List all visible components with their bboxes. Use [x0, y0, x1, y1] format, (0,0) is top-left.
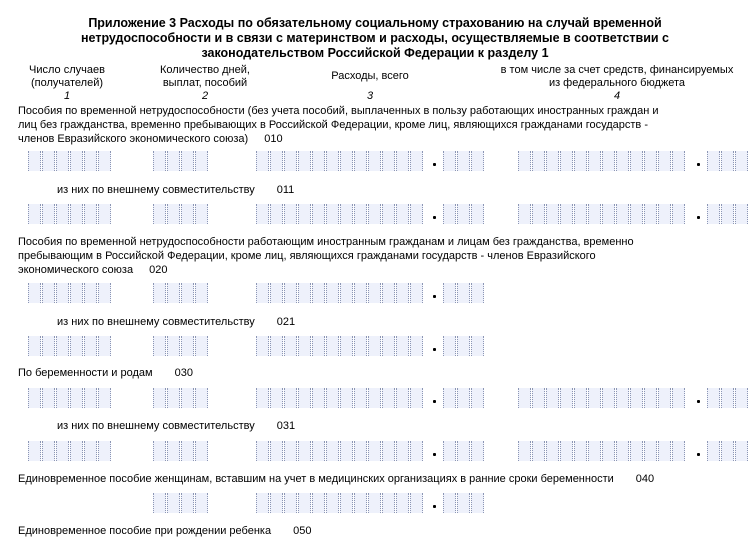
- digit-cell[interactable]: [735, 441, 748, 461]
- digit-cell[interactable]: [518, 204, 531, 224]
- digit-cell[interactable]: [588, 151, 601, 171]
- digit-cell[interactable]: [368, 441, 381, 461]
- digit-cell[interactable]: [396, 204, 409, 224]
- digit-cell[interactable]: [471, 204, 484, 224]
- digit-cell[interactable]: [471, 493, 484, 513]
- digit-cell[interactable]: [256, 388, 269, 408]
- digit-cell[interactable]: [28, 388, 41, 408]
- digit-cell[interactable]: [326, 441, 339, 461]
- digit-cell[interactable]: [284, 204, 297, 224]
- row-030-cases-field[interactable]: [28, 388, 112, 408]
- digit-cell[interactable]: [256, 441, 269, 461]
- decimal-point: [697, 453, 700, 456]
- digit-cell[interactable]: [98, 283, 111, 303]
- digit-cell[interactable]: [298, 441, 311, 461]
- row-011-federal-kopecks-field[interactable]: [707, 204, 749, 224]
- column-header-2: Количество дней, выплат, пособий 2: [160, 64, 250, 102]
- row-020-expenses-kopecks-field[interactable]: [443, 283, 485, 303]
- digit-cell[interactable]: [84, 204, 97, 224]
- digit-cell[interactable]: [298, 336, 311, 356]
- digit-cell[interactable]: [457, 441, 470, 461]
- digit-cell[interactable]: [340, 336, 353, 356]
- digit-cell[interactable]: [354, 283, 367, 303]
- digit-cell[interactable]: [644, 441, 657, 461]
- form-title: [0, 16, 750, 61]
- digit-cell[interactable]: [98, 151, 111, 171]
- digit-cell[interactable]: [84, 283, 97, 303]
- row-020-days-field[interactable]: [153, 283, 209, 303]
- row-code: 010: [264, 133, 283, 145]
- digit-cell[interactable]: [410, 441, 423, 461]
- digit-cell[interactable]: [167, 336, 180, 356]
- digit-cell[interactable]: [658, 151, 671, 171]
- digit-cell[interactable]: [70, 441, 83, 461]
- row-021-days-field[interactable]: [153, 336, 209, 356]
- digit-cell[interactable]: [84, 441, 97, 461]
- digit-cell[interactable]: [382, 151, 395, 171]
- digit-cell[interactable]: [98, 204, 111, 224]
- digit-cell[interactable]: [56, 204, 69, 224]
- row-011-days-field[interactable]: [153, 204, 209, 224]
- digit-cell[interactable]: [270, 283, 283, 303]
- row-030-label: По беременности и родам 030: [18, 367, 193, 379]
- digit-cell[interactable]: [195, 151, 208, 171]
- digit-cell[interactable]: [340, 441, 353, 461]
- digit-cell[interactable]: [181, 204, 194, 224]
- row-010-federal-kopecks-field[interactable]: [707, 151, 749, 171]
- digit-cell[interactable]: [560, 151, 573, 171]
- row-050-label: Единовременное пособие при рождении ребенка 050: [18, 525, 312, 537]
- digit-cell[interactable]: [284, 388, 297, 408]
- row-020-expenses-field[interactable]: [256, 283, 424, 303]
- digit-cell[interactable]: [443, 388, 456, 408]
- digit-cell[interactable]: [167, 283, 180, 303]
- digit-cell[interactable]: [560, 388, 573, 408]
- digit-cell[interactable]: [532, 151, 545, 171]
- digit-cell[interactable]: [153, 441, 166, 461]
- digit-cell[interactable]: [382, 493, 395, 513]
- digit-cell[interactable]: [644, 151, 657, 171]
- digit-cell[interactable]: [167, 151, 180, 171]
- digit-cell[interactable]: [396, 336, 409, 356]
- digit-cell[interactable]: [382, 336, 395, 356]
- digit-cell[interactable]: [518, 151, 531, 171]
- row-021-cases-field[interactable]: [28, 336, 112, 356]
- digit-cell[interactable]: [181, 441, 194, 461]
- digit-cell[interactable]: [574, 151, 587, 171]
- digit-cell[interactable]: [457, 283, 470, 303]
- digit-cell[interactable]: [181, 493, 194, 513]
- row-040-label: Единовременное пособие женщинам, вставшим на учет в медицинских организациях в ранние сроки беременности 040: [18, 473, 655, 485]
- row-011-expenses-field[interactable]: [256, 204, 424, 224]
- row-code: 021: [276, 316, 296, 328]
- digit-cell[interactable]: [70, 204, 83, 224]
- digit-cell[interactable]: [574, 204, 587, 224]
- digit-cell[interactable]: [707, 151, 720, 171]
- row-020-label: Пособия по временной нетрудоспособности работающим иностранным гражданам и лицам без гражданства, временно пребывающим в Российской Федерации, кроме лиц, являющихся гражданами государств - членов Евразийского экономического союза 020: [18, 236, 634, 276]
- row-011-cases-field[interactable]: [28, 204, 112, 224]
- digit-cell[interactable]: [368, 493, 381, 513]
- digit-cell[interactable]: [354, 151, 367, 171]
- digit-cell[interactable]: [195, 493, 208, 513]
- digit-cell[interactable]: [195, 204, 208, 224]
- row-031-expenses-kopecks-field[interactable]: [443, 441, 485, 461]
- digit-cell[interactable]: [410, 388, 423, 408]
- digit-cell[interactable]: [195, 336, 208, 356]
- digit-cell[interactable]: [326, 493, 339, 513]
- digit-cell[interactable]: [735, 151, 748, 171]
- row-031-federal-field[interactable]: [518, 441, 686, 461]
- row-010-cases-field[interactable]: [28, 151, 112, 171]
- digit-cell[interactable]: [153, 204, 166, 224]
- digit-cell[interactable]: [28, 441, 41, 461]
- digit-cell[interactable]: [42, 441, 55, 461]
- digit-cell[interactable]: [546, 204, 559, 224]
- digit-cell[interactable]: [396, 151, 409, 171]
- digit-cell[interactable]: [707, 204, 720, 224]
- decimal-point: [433, 505, 436, 508]
- digit-cell[interactable]: [410, 493, 423, 513]
- digit-cell[interactable]: [28, 336, 41, 356]
- decimal-point: [697, 216, 700, 219]
- digit-cell[interactable]: [326, 388, 339, 408]
- digit-cell[interactable]: [98, 336, 111, 356]
- digit-cell[interactable]: [457, 388, 470, 408]
- digit-cell[interactable]: [630, 441, 643, 461]
- digit-cell[interactable]: [153, 388, 166, 408]
- digit-cell[interactable]: [471, 441, 484, 461]
- digit-cell[interactable]: [284, 441, 297, 461]
- digit-cell[interactable]: [471, 151, 484, 171]
- decimal-point: [433, 453, 436, 456]
- row-code: 040: [635, 473, 655, 485]
- digit-cell[interactable]: [532, 388, 545, 408]
- row-040-expenses-kopecks-field[interactable]: [443, 493, 485, 513]
- digit-cell[interactable]: [312, 204, 325, 224]
- digit-cell[interactable]: [518, 388, 531, 408]
- digit-cell[interactable]: [84, 388, 97, 408]
- digit-cell[interactable]: [672, 388, 685, 408]
- digit-cell[interactable]: [382, 204, 395, 224]
- row-020-cases-field[interactable]: [28, 283, 112, 303]
- digit-cell[interactable]: [42, 204, 55, 224]
- digit-cell[interactable]: [735, 204, 748, 224]
- decimal-point: [433, 400, 436, 403]
- digit-cell[interactable]: [28, 204, 41, 224]
- digit-cell[interactable]: [368, 151, 381, 171]
- row-011-label: из них по внешнему совместительству 011: [57, 184, 295, 196]
- digit-cell[interactable]: [56, 283, 69, 303]
- row-code: 050: [293, 525, 312, 537]
- digit-cell[interactable]: [298, 151, 311, 171]
- digit-cell[interactable]: [284, 283, 297, 303]
- digit-cell[interactable]: [181, 283, 194, 303]
- digit-cell[interactable]: [312, 388, 325, 408]
- digit-cell[interactable]: [368, 388, 381, 408]
- row-010-expenses-kopecks-field[interactable]: [443, 151, 485, 171]
- row-040-expenses-field[interactable]: [256, 493, 424, 513]
- digit-cell[interactable]: [284, 151, 297, 171]
- digit-cell[interactable]: [298, 493, 311, 513]
- digit-cell[interactable]: [326, 151, 339, 171]
- digit-cell[interactable]: [644, 204, 657, 224]
- row-021-expenses-field[interactable]: [256, 336, 424, 356]
- digit-cell[interactable]: [298, 283, 311, 303]
- digit-cell[interactable]: [560, 441, 573, 461]
- digit-cell[interactable]: [410, 336, 423, 356]
- digit-cell[interactable]: [153, 151, 166, 171]
- digit-cell[interactable]: [658, 388, 671, 408]
- digit-cell[interactable]: [298, 388, 311, 408]
- digit-cell[interactable]: [630, 151, 643, 171]
- digit-cell[interactable]: [256, 283, 269, 303]
- decimal-point: [433, 216, 436, 219]
- digit-cell[interactable]: [443, 204, 456, 224]
- digit-cell[interactable]: [256, 151, 269, 171]
- title-line-1: Приложение 3 Расходы по обязательному социальному страхованию на случай временной: [88, 16, 662, 30]
- row-code: 011: [276, 184, 295, 196]
- digit-cell[interactable]: [457, 151, 470, 171]
- digit-cell[interactable]: [707, 441, 720, 461]
- digit-cell[interactable]: [602, 441, 615, 461]
- digit-cell[interactable]: [532, 204, 545, 224]
- digit-cell[interactable]: [56, 388, 69, 408]
- digit-cell[interactable]: [546, 388, 559, 408]
- digit-cell[interactable]: [672, 204, 685, 224]
- digit-cell[interactable]: [721, 151, 734, 171]
- digit-cell[interactable]: [457, 204, 470, 224]
- digit-cell[interactable]: [312, 283, 325, 303]
- digit-cell[interactable]: [84, 336, 97, 356]
- digit-cell[interactable]: [443, 493, 456, 513]
- column-header-3: Расходы, всего 3: [331, 70, 409, 102]
- digit-cell[interactable]: [721, 388, 734, 408]
- digit-cell[interactable]: [312, 493, 325, 513]
- digit-cell[interactable]: [574, 441, 587, 461]
- digit-cell[interactable]: [644, 388, 657, 408]
- decimal-point: [697, 163, 700, 166]
- digit-cell[interactable]: [368, 336, 381, 356]
- digit-cell[interactable]: [532, 441, 545, 461]
- digit-cell[interactable]: [354, 204, 367, 224]
- digit-cell[interactable]: [270, 336, 283, 356]
- digit-cell[interactable]: [602, 204, 615, 224]
- digit-cell[interactable]: [546, 441, 559, 461]
- digit-cell[interactable]: [340, 283, 353, 303]
- digit-cell[interactable]: [457, 336, 470, 356]
- digit-cell[interactable]: [658, 204, 671, 224]
- digit-cell[interactable]: [354, 441, 367, 461]
- row-030-federal-field[interactable]: [518, 388, 686, 408]
- row-030-expenses-field[interactable]: [256, 388, 424, 408]
- digit-cell[interactable]: [588, 204, 601, 224]
- digit-cell[interactable]: [181, 388, 194, 408]
- digit-cell[interactable]: [574, 388, 587, 408]
- decimal-point: [433, 163, 436, 166]
- digit-cell[interactable]: [270, 388, 283, 408]
- digit-cell[interactable]: [256, 493, 269, 513]
- digit-cell[interactable]: [518, 441, 531, 461]
- digit-cell[interactable]: [588, 388, 601, 408]
- digit-cell[interactable]: [588, 441, 601, 461]
- digit-cell[interactable]: [70, 151, 83, 171]
- digit-cell[interactable]: [70, 283, 83, 303]
- title-line-3: законодательством Российской Федерации к разделу 1: [201, 46, 549, 60]
- digit-cell[interactable]: [382, 283, 395, 303]
- digit-cell[interactable]: [42, 336, 55, 356]
- digit-cell[interactable]: [340, 388, 353, 408]
- title-line-2: нетрудоспособности и в связи с материнством и расходы, осуществляемые в соответствии с: [80, 31, 670, 45]
- digit-cell[interactable]: [84, 151, 97, 171]
- digit-cell[interactable]: [602, 151, 615, 171]
- row-031-federal-kopecks-field[interactable]: [707, 441, 749, 461]
- digit-cell[interactable]: [471, 388, 484, 408]
- digit-cell[interactable]: [630, 388, 643, 408]
- digit-cell[interactable]: [410, 151, 423, 171]
- digit-cell[interactable]: [630, 204, 643, 224]
- digit-cell[interactable]: [70, 388, 83, 408]
- digit-cell[interactable]: [56, 336, 69, 356]
- digit-cell[interactable]: [195, 441, 208, 461]
- digit-cell[interactable]: [98, 441, 111, 461]
- digit-cell[interactable]: [167, 441, 180, 461]
- row-021-expenses-kopecks-field[interactable]: [443, 336, 485, 356]
- decimal-point: [697, 400, 700, 403]
- row-031-label: из них по внешнему совместительству 031: [57, 420, 296, 432]
- digit-cell[interactable]: [602, 388, 615, 408]
- digit-cell[interactable]: [284, 336, 297, 356]
- digit-cell[interactable]: [256, 204, 269, 224]
- digit-cell[interactable]: [658, 441, 671, 461]
- row-code: 031: [276, 420, 296, 432]
- digit-cell[interactable]: [368, 283, 381, 303]
- digit-cell[interactable]: [396, 441, 409, 461]
- row-code: 030: [174, 367, 193, 379]
- digit-cell[interactable]: [270, 493, 283, 513]
- digit-cell[interactable]: [546, 151, 559, 171]
- digit-cell[interactable]: [396, 493, 409, 513]
- row-010-expenses-field[interactable]: [256, 151, 424, 171]
- row-011-federal-field[interactable]: [518, 204, 686, 224]
- column-header-4: в том числе за счет средств, финансируемых из федерального бюджета 4: [500, 64, 734, 102]
- row-021-label: из них по внешнему совместительству 021: [57, 316, 296, 328]
- digit-cell[interactable]: [195, 283, 208, 303]
- digit-cell[interactable]: [340, 493, 353, 513]
- digit-cell[interactable]: [443, 283, 456, 303]
- digit-cell[interactable]: [153, 493, 166, 513]
- digit-cell[interactable]: [312, 441, 325, 461]
- digit-cell[interactable]: [153, 336, 166, 356]
- column-header-1: Число случаев (получателей) 1: [29, 64, 105, 102]
- digit-cell[interactable]: [270, 204, 283, 224]
- digit-cell[interactable]: [616, 151, 629, 171]
- digit-cell[interactable]: [42, 388, 55, 408]
- digit-cell[interactable]: [396, 388, 409, 408]
- digit-cell[interactable]: [42, 283, 55, 303]
- digit-cell[interactable]: [340, 151, 353, 171]
- digit-cell[interactable]: [443, 151, 456, 171]
- digit-cell[interactable]: [167, 493, 180, 513]
- digit-cell[interactable]: [443, 441, 456, 461]
- digit-cell[interactable]: [457, 493, 470, 513]
- digit-cell[interactable]: [721, 204, 734, 224]
- digit-cell[interactable]: [28, 283, 41, 303]
- digit-cell[interactable]: [616, 388, 629, 408]
- digit-cell[interactable]: [382, 388, 395, 408]
- digit-cell[interactable]: [56, 151, 69, 171]
- digit-cell[interactable]: [672, 151, 685, 171]
- row-030-days-field[interactable]: [153, 388, 209, 408]
- row-031-days-field[interactable]: [153, 441, 209, 461]
- row-031-expenses-field[interactable]: [256, 441, 424, 461]
- digit-cell[interactable]: [616, 204, 629, 224]
- row-011-expenses-kopecks-field[interactable]: [443, 204, 485, 224]
- digit-cell[interactable]: [354, 336, 367, 356]
- digit-cell[interactable]: [672, 441, 685, 461]
- digit-cell[interactable]: [312, 151, 325, 171]
- digit-cell[interactable]: [98, 388, 111, 408]
- digit-cell[interactable]: [368, 204, 381, 224]
- digit-cell[interactable]: [326, 283, 339, 303]
- digit-cell[interactable]: [70, 336, 83, 356]
- digit-cell[interactable]: [410, 283, 423, 303]
- row-010-days-field[interactable]: [153, 151, 209, 171]
- digit-cell[interactable]: [410, 204, 423, 224]
- row-030-expenses-kopecks-field[interactable]: [443, 388, 485, 408]
- digit-cell[interactable]: [167, 388, 180, 408]
- digit-cell[interactable]: [181, 151, 194, 171]
- digit-cell[interactable]: [382, 441, 395, 461]
- digit-cell[interactable]: [471, 283, 484, 303]
- digit-cell[interactable]: [340, 204, 353, 224]
- digit-cell[interactable]: [354, 388, 367, 408]
- digit-cell[interactable]: [153, 283, 166, 303]
- row-040-days-field[interactable]: [153, 493, 209, 513]
- digit-cell[interactable]: [721, 441, 734, 461]
- digit-cell[interactable]: [326, 336, 339, 356]
- digit-cell[interactable]: [616, 441, 629, 461]
- digit-cell[interactable]: [42, 151, 55, 171]
- digit-cell[interactable]: [735, 388, 748, 408]
- digit-cell[interactable]: [284, 493, 297, 513]
- digit-cell[interactable]: [28, 151, 41, 171]
- decimal-point: [433, 348, 436, 351]
- digit-cell[interactable]: [443, 336, 456, 356]
- digit-cell[interactable]: [354, 493, 367, 513]
- digit-cell[interactable]: [298, 204, 311, 224]
- digit-cell[interactable]: [312, 336, 325, 356]
- row-010-federal-field[interactable]: [518, 151, 686, 171]
- digit-cell[interactable]: [471, 336, 484, 356]
- digit-cell[interactable]: [56, 441, 69, 461]
- row-031-cases-field[interactable]: [28, 441, 112, 461]
- digit-cell[interactable]: [326, 204, 339, 224]
- digit-cell[interactable]: [167, 204, 180, 224]
- digit-cell[interactable]: [270, 441, 283, 461]
- row-code: 020: [149, 264, 168, 276]
- digit-cell[interactable]: [270, 151, 283, 171]
- decimal-point: [433, 295, 436, 298]
- digit-cell[interactable]: [560, 204, 573, 224]
- digit-cell[interactable]: [195, 388, 208, 408]
- row-010-label: Пособия по временной нетрудоспособности (без учета пособий, выплаченных в пользу работающих иностранных граждан и лиц без гражданства, временно пребывающих в Российской Федерации, кроме лиц, являющихся гражданами государств - членов Евразийского экономического союза) 010: [18, 105, 659, 145]
- digit-cell[interactable]: [256, 336, 269, 356]
- digit-cell[interactable]: [181, 336, 194, 356]
- digit-cell[interactable]: [707, 388, 720, 408]
- digit-cell[interactable]: [396, 283, 409, 303]
- row-030-federal-kopecks-field[interactable]: [707, 388, 749, 408]
